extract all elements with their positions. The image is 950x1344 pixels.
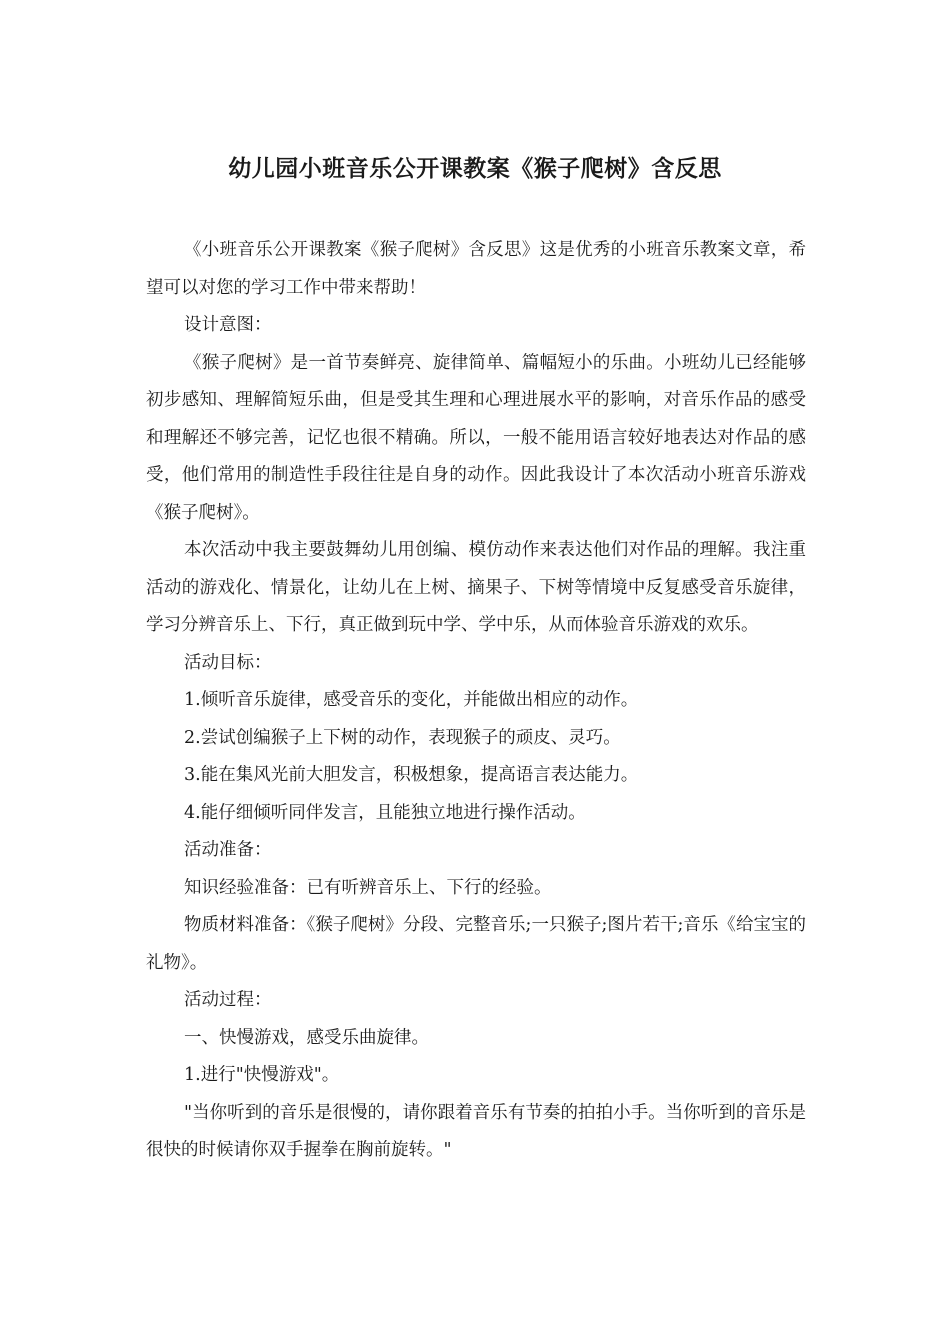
process-step-1: 一、快慢游戏，感受乐曲旋律。 — [184, 1027, 429, 1048]
section-heading-goals: 活动目标： — [184, 652, 272, 673]
process-quote: "当你听到的音乐是很慢的，请你跟着音乐有节奏的拍拍小手。当你听到的音乐是很快的时候请你双手握拳在胸前旋转。" — [146, 1102, 806, 1160]
goal-item-4: 4.能仔细倾听同伴发言，且能独立地进行操作活动。 — [184, 802, 586, 823]
design-intent-paragraph-2: 本次活动中我主要鼓舞幼儿用创编、模仿动作来表达他们对作品的理解。我注重活动的游戏化、情景化，让幼儿在上树、摘果子、下树等情境中反复感受音乐旋律，学习分辨音乐上、下行，真正做到玩中学、学中乐，从而体验音乐游戏的欢乐。 — [146, 540, 806, 635]
document-title: 幼儿园小班音乐公开课教案《猴子爬树》含反思 — [228, 156, 722, 182]
goal-item-3: 3.能在集风光前大胆发言，积极想象，提高语言表达能力。 — [184, 765, 639, 785]
section-heading-process: 活动过程： — [184, 990, 272, 1010]
preparation-materials: 物质材料准备：《猴子爬树》分段、完整音乐;一只猴子;图片若干;音乐《给宝宝的礼物》。 — [146, 915, 806, 973]
goal-item-2: 2.尝试创编猴子上下树的动作，表现猴子的顽皮、灵巧。 — [184, 727, 621, 748]
intro-paragraph: 《小班音乐公开课教案《猴子爬树》含反思》这是优秀的小班音乐教案文章，希望可以对您的学习工作中带来帮助！ — [146, 240, 806, 298]
section-heading-design-intent: 设计意图： — [184, 315, 272, 335]
goal-item-1: 1.倾听音乐旋律，感受音乐的变化，并能做出相应的动作。 — [184, 690, 639, 710]
section-heading-preparation: 活动准备： — [184, 840, 272, 860]
preparation-knowledge: 知识经验准备：已有听辨音乐上、下行的经验。 — [184, 877, 552, 898]
design-intent-paragraph-1: 《猴子爬树》是一首节奏鲜亮、旋律简单、篇幅短小的乐曲。小班幼儿已经能够初步感知、理解简短乐曲，但是受其生理和心理进展水平的影响，对音乐作品的感受和理解还不够完善，记忆也很不精确。所以，一般不能用语言较好地表达对作品的感受，他们常用的制造性手段往往是自身的动作。因此我设计了本次活动小班音乐游戏《猴子爬树》。 — [146, 352, 806, 523]
document-body — [146, 232, 806, 1170]
process-substep-1: 1.进行"快慢游戏"。 — [184, 1065, 340, 1085]
